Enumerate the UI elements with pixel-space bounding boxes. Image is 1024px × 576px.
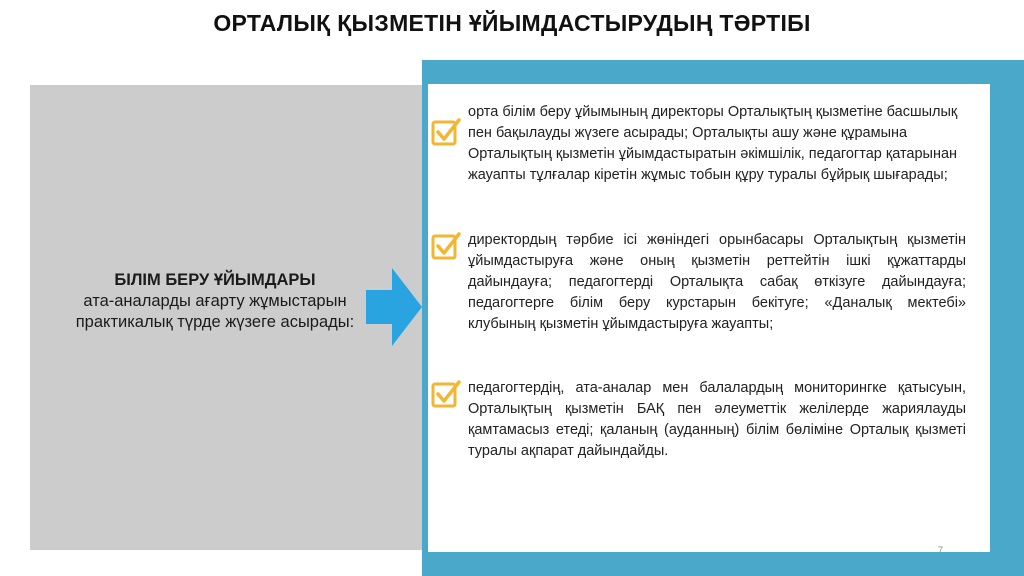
- checkbox-icon: [430, 378, 462, 410]
- arrow-right-icon: [366, 268, 422, 346]
- checkbox-icon: [430, 230, 462, 262]
- item-text: педагогтердің, ата-аналар мен балалардың мониторингке қатысуын, Орталықтың қызметін БАҚ пен әлеуметтік желілерде жариялауды қамтамасыз етеді; қаланың (ауданның) білім бөліміне Орталық қызметі туралы ақпарат дайындайды.: [468, 380, 966, 459]
- page-number: 7: [938, 545, 944, 555]
- item-text: орта білім беру ұйымының директоры Орталықтың қызметіне басшылық пен бақылауды жүзеге асырады; Орталықты ашу және құрамына Орталықтың қызметін ұйымдастыратын әкімшілік, педагогтар қатарынан жауапты тұлғалар кіретін жұмыс тобын құру туралы бұйрық шығарады;: [468, 104, 958, 183]
- left-text-block: [50, 270, 380, 333]
- left-body: ата-аналарды ағарту жұмыстарын практикалық түрде жүзеге асырады:: [75, 292, 355, 331]
- item-text: директордың тәрбие ісі жөніндегі орынбасары Орталықтың қызметін ұйымдастыруға және оның қызметін реттейтін ішкі құжаттарды дайындауға; педагогтерді Орталықта сабақ өткізуге дайындауға; педагогтерге білім беру курстарын бекітуге; «Даналық мектебі» клубының қызметін ұйымдастыруға жауапты;: [468, 232, 966, 332]
- left-heading: БІЛІМ БЕРУ ҰЙЫМДАРЫ: [114, 271, 316, 289]
- checkbox-icon: [430, 116, 462, 148]
- page-title: ОРТАЛЫҚ ҚЫЗМЕТІН ҰЙЫМДАСТЫРУДЫҢ ТӘРТІБІ: [213, 10, 811, 36]
